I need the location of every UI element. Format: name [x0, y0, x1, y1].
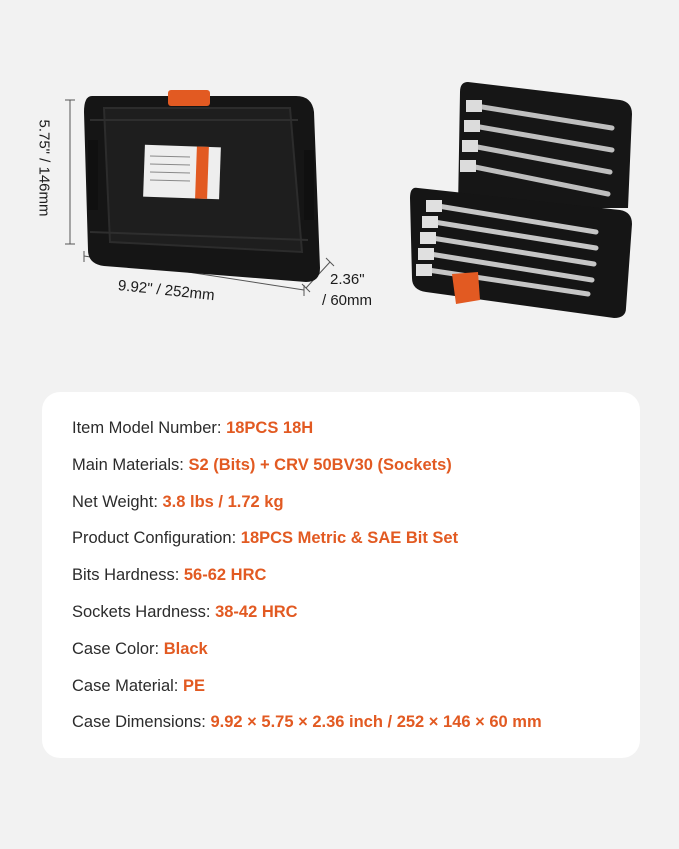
spec-value: S2 (Bits) + CRV 50BV30 (Sockets) [188, 455, 452, 474]
spec-label: Net Weight: [72, 492, 163, 511]
spec-value: 18PCS Metric & SAE Bit Set [240, 529, 459, 548]
spec-list [72, 414, 542, 745]
height-dimension-label: 5.75" / 146mm [35, 119, 53, 217]
open-case-latch [452, 272, 480, 304]
spec-label: Main Materials: [72, 455, 189, 474]
product-illustration [0, 0, 679, 380]
width-dimension-label: 9.92" / 252mm [117, 277, 216, 305]
case-label [143, 145, 221, 200]
case-latch [168, 90, 210, 106]
spec-row-bits-hardness [72, 561, 542, 598]
closed-case [84, 90, 320, 282]
spec-label: Bits Hardness: [72, 566, 184, 585]
spec-row-configuration [72, 524, 542, 561]
height-dimension-line [65, 100, 75, 244]
spec-label: Case Material: [72, 676, 183, 695]
spec-label: Case Color: [72, 639, 164, 658]
spec-label: Item Model Number: [72, 419, 227, 437]
depth-dimension-label-mm: / 60mm [322, 292, 373, 309]
spec-row-materials [72, 451, 542, 488]
spec-value: 9.92 × 5.75 × 2.36 inch / 252 × 146 × 60 mm [210, 713, 542, 732]
product-drawing [0, 0, 679, 380]
spec-value: 56-62 HRC [183, 566, 267, 585]
spec-label: Sockets Hardness: [72, 602, 216, 621]
spec-row-case-color [72, 635, 542, 672]
spec-value: PE [182, 676, 205, 695]
spec-row-weight [72, 488, 542, 525]
spec-row-model [72, 414, 542, 451]
depth-dimension-label-inch: 2.36" [330, 271, 365, 288]
spec-label: Product Configuration: [72, 529, 241, 548]
open-case [410, 82, 632, 318]
spec-label: Case Dimensions: [72, 713, 211, 732]
spec-row-case-dimensions [72, 708, 542, 745]
spec-value: 18PCS 18H [226, 419, 314, 437]
spec-row-case-material [72, 672, 542, 709]
spec-row-sockets-hardness [72, 598, 542, 635]
spec-value: 3.8 lbs / 1.72 kg [162, 492, 284, 511]
spec-value: Black [163, 639, 208, 658]
spec-value: 38-42 HRC [215, 602, 298, 621]
specifications-card [42, 392, 640, 758]
